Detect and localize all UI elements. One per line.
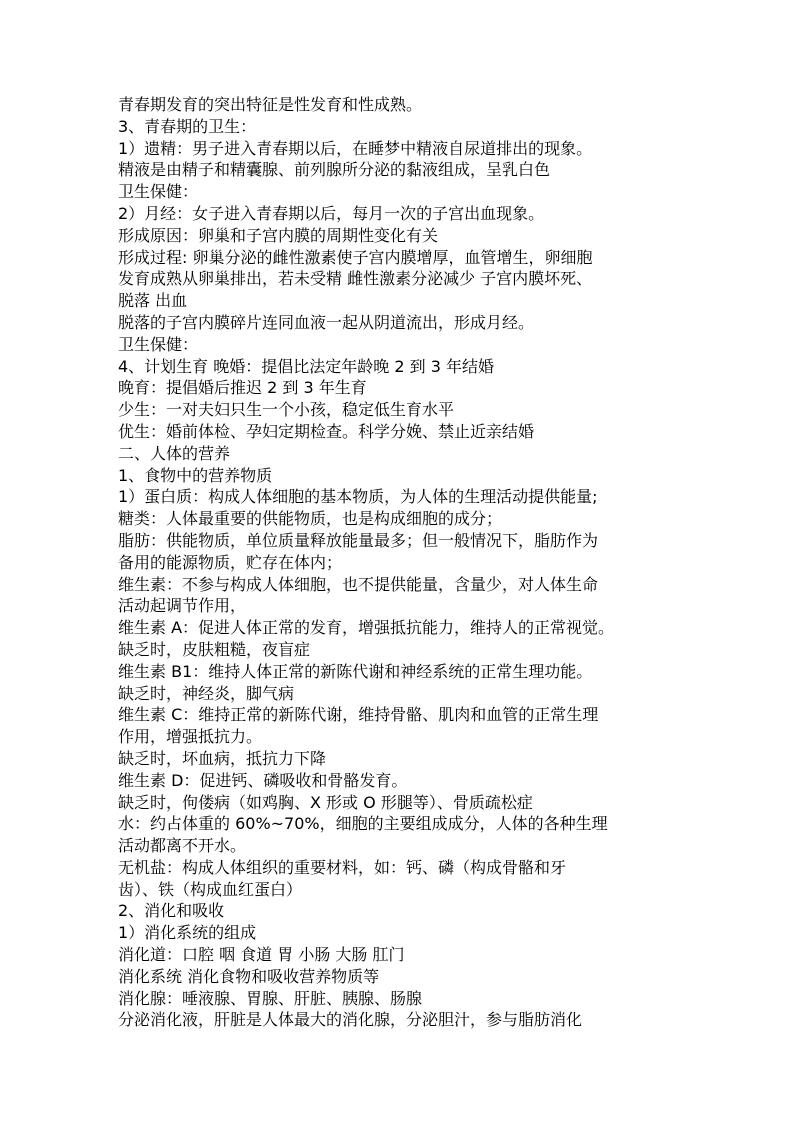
text-line: 水：约占体重的 60%~70%，细胞的主要组成成分，人体的各种生理: [118, 814, 608, 834]
text-line: 1）蛋白质：构成人体细胞的基本物质，为人体的生理活动提供能量;: [118, 487, 598, 507]
text-line: 维生素 D：促进钙、磷吸收和骨骼发育。: [118, 770, 408, 790]
text-line: 分泌消化液，肝脏是人体最大的消化腺，分泌胆汁，参与脂肪消化: [118, 1010, 583, 1030]
text-line: 发育成熟从卵巢排出，若未受精 雌性激素分泌减少 子宫内膜坏死、: [118, 269, 593, 289]
text-line: 青春期发育的突出特征是性发育和性成熟。: [118, 95, 423, 114]
document-body: [118, 94, 683, 1031]
text-line: 维生素 C：维持正常的新陈代谢，维持骨骼、肌肉和血管的正常生理: [118, 705, 599, 725]
text-line: 少生：一对夫妇只生一个小孩，稳定低生育水平: [118, 400, 455, 420]
text-line: 2）月经：女子进入青春期以后，每月一次的子宫出血现象。: [118, 203, 545, 223]
section-heading: 3、青春期的卫生：: [118, 116, 257, 136]
text-line: 缺乏时，坏血病，抵抗力下降: [118, 748, 327, 768]
text-line: 维生素 A：促进人体正常的发育，增强抵抗能力，维持人的正常视觉。: [118, 618, 615, 638]
text-line: 缺乏时，皮肤粗糙，夜盲症: [118, 639, 311, 659]
text-line: 消化道：口腔 咽 食道 胃 小肠 大肠 肛门: [118, 945, 405, 965]
text-line: 脱落的子宫内膜碎片连同血液一起从阴道流出，形成月经。: [118, 312, 535, 332]
text-line: 卫生保健：: [118, 182, 199, 202]
text-line: 脱落 出血: [118, 291, 188, 311]
text-line: 缺乏时，佝偻病（如鸡胸、X 形或 O 形腿等）、骨质疏松症: [118, 792, 533, 812]
text-line: 脂肪：供能物质，单位质量释放能量最多；但一般情况下，脂肪作为: [118, 530, 599, 550]
text-line: 活动都离不开水。: [118, 836, 247, 856]
text-line: 齿）、铁（构成血红蛋白）: [118, 879, 303, 899]
text-line: 作用，增强抵抗力。: [118, 727, 263, 747]
text-line: 无机盐：构成人体组织的重要材料，如：钙、磷（构成骨骼和牙: [118, 857, 567, 877]
text-line: 1）消化系统的组成: [118, 923, 257, 943]
text-line: 消化系统 消化食物和吸收营养物质等: [118, 966, 380, 986]
text-line: 优生：婚前体检、孕妇定期检查。科学分娩、禁止近亲结婚: [118, 421, 535, 441]
text-line: 缺乏时，神经炎，脚气病: [118, 683, 295, 703]
text-line: 形成原因：卵巢和子宫内膜的周期性变化有关: [118, 225, 439, 245]
text-line: 维生素：不参与构成人体细胞，也不提供能量，含量少，对人体生命: [118, 574, 599, 594]
section-heading: 1、食物中的营养物质: [118, 465, 273, 485]
chapter-heading: 二、人体的营养: [118, 443, 231, 463]
section-heading: 4、计划生育 晚婚：提倡比法定年龄晚 2 到 3 年结婚: [118, 356, 494, 376]
text-line: 精液是由精子和精囊腺、前列腺所分泌的黏液组成，呈乳白色: [118, 160, 551, 180]
text-line: 维生素 B1：维持人体正常的新陈代谢和神经系统的正常生理功能。: [118, 661, 593, 681]
text-line: 备用的能源物质，贮存在体内；: [118, 552, 343, 572]
text-line: 消化腺：唾液腺、胃腺、肝脏、胰腺、肠腺: [118, 988, 423, 1008]
text-line: 形成过程: 卵巢分泌的雌性激素使子宫内膜增厚，血管增生，卵细胞: [118, 247, 593, 267]
text-line: 活动起调节作用，: [118, 596, 247, 616]
text-line: 1）遗精：男子进入青春期以后，在睡梦中精液自尿道排出的现象。: [118, 138, 593, 158]
text-line: 糖类：人体最重要的供能物质，也是构成细胞的成分；: [118, 509, 503, 529]
text-line: 卫生保健：: [118, 334, 199, 354]
section-heading: 2、消化和吸收: [118, 901, 225, 921]
text-line: 晚育：提倡婚后推迟 2 到 3 年生育: [118, 378, 367, 398]
